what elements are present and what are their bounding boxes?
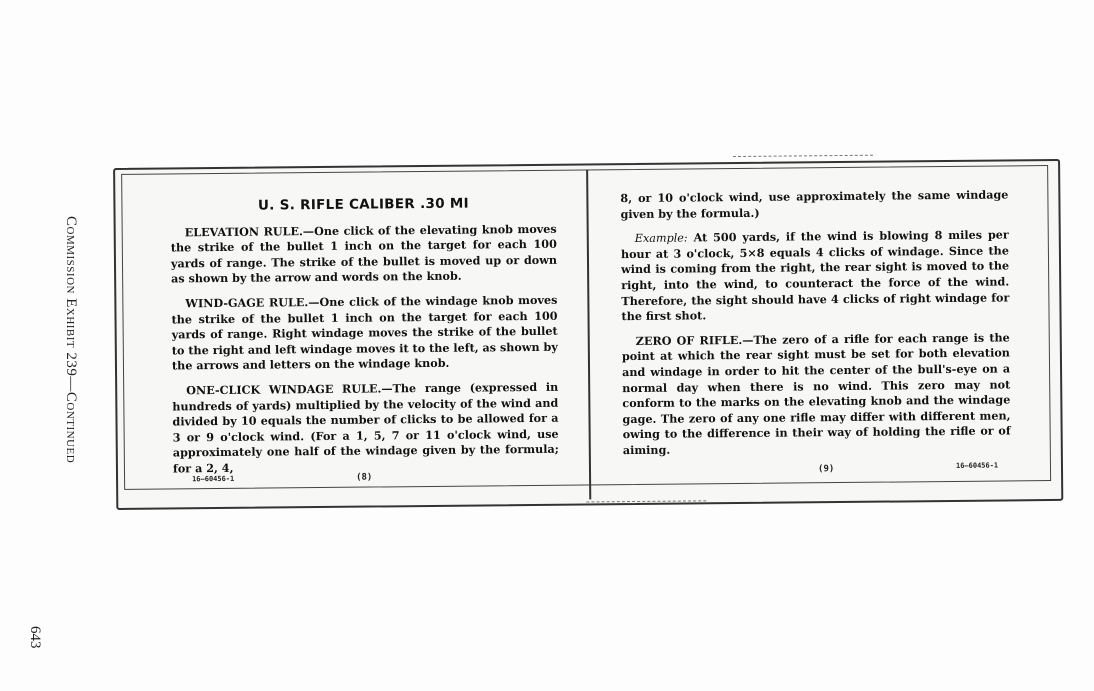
- windgage-rule-title: WIND-GAGE RULE.: [185, 295, 309, 311]
- rifle-booklet-photocopy: [113, 151, 1061, 510]
- zero-rule-text: —The zero of a rifle for each range is the point at which the rear sight must be set for both elevation and windage in order to hit the center of the bull's-eye on a normal day when there is no wind. This zero may not conform to the marks on the elevating knob and the windage gage. The zero of any one rifle may differ with different men, owing to the difference in their way of holding the rifle or of aiming.: [621, 330, 1011, 458]
- windgage-rule-text: —One click of the windage knob moves the strike of the bullet 1 inch on the target for each 100 yards of range. Right windage moves the strike of the bullet to the right and left windage moves it to the left, as shown by the arrows and letters on the windage knob.: [171, 292, 558, 373]
- elevation-rule-title: ELEVATION RULE.: [184, 223, 303, 239]
- left-folio: (8): [356, 472, 373, 483]
- continuation-paragraph: 8, or 10 o'clock wind, use approximately the same windage given by the formula.): [620, 187, 1009, 221]
- windgage-rule-paragraph: [171, 293, 558, 375]
- exhibit-caption: Commission Exhibit 239—Continued: [63, 216, 79, 464]
- oneclick-rule-text: —The range (expressed in hundreds of yards) multiplied by the velocity of the wind and divided by 10 equals the number of clicks to be allowed for a 3 or 9 o'clock wind. (For a 1, 5, 7 or 11 o'clock wind, use approximately one half of the windage given by the formula; for a 2, 4,: [172, 379, 559, 476]
- elevation-rule-paragraph: [171, 221, 558, 287]
- scan-artifact: [733, 155, 873, 158]
- oneclick-rule-paragraph: [172, 380, 559, 477]
- oneclick-rule-title: ONE-CLICK WINDAGE RULE.: [186, 381, 382, 398]
- left-print-code: 16—60456-1: [192, 474, 235, 484]
- right-leaf: [620, 187, 1011, 467]
- example-paragraph: [621, 228, 1010, 325]
- zero-rule-paragraph: [622, 330, 1011, 458]
- left-leaf: [170, 184, 559, 486]
- page-number: 643: [27, 626, 43, 649]
- right-print-code: 16—60456-1: [955, 461, 999, 470]
- zero-rule-title: ZERO OF RIFLE.: [635, 332, 743, 348]
- example-label: Example:: [634, 231, 688, 246]
- booklet-title: U. S. RIFLE CALIBER .30 MI: [257, 195, 469, 214]
- right-folio: (9): [817, 464, 835, 475]
- elevation-rule-text: —One click of the elevating knob moves the strike of the bullet 1 inch on the target for each 100 yards of range. The strike of the bullet is moved up or down as shown by the arrow and words on the knob.: [170, 221, 558, 286]
- example-text: At 500 yards, if the wind is blowing 8 miles per hour at 3 o'clock, 5×8 equals 4 clicks of windage. Since the wind is coming from the right, the rear sight is moved to the right, into the wind, to counteract the force of the wind. Therefore, the sight should have 4 clicks of right windage for the first shot.: [620, 227, 1010, 324]
